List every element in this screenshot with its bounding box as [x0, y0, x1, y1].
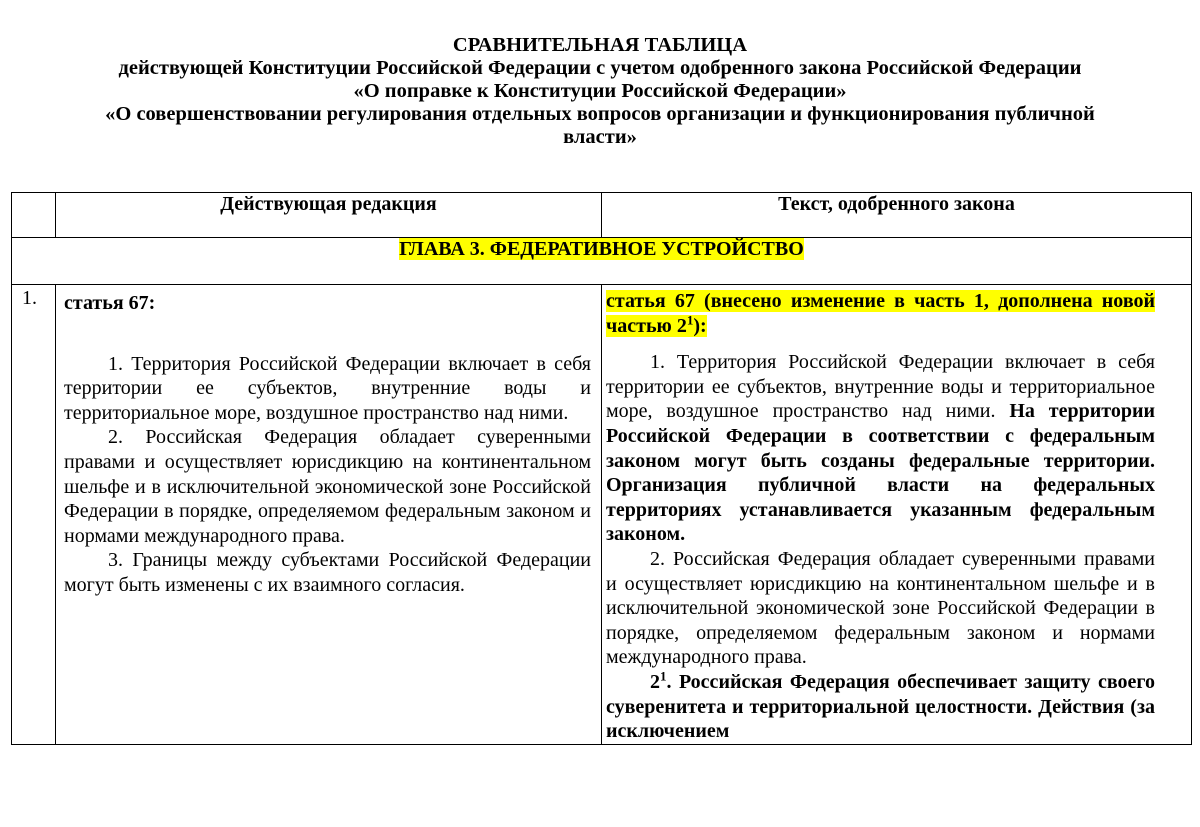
doc-title: СРАВНИТЕЛЬНАЯ ТАБЛИЦА	[452, 34, 748, 56]
doc-subtitle-line-3: «О совершенствовании регулирования отдельных вопросов организации и функционирования публичной	[105, 103, 1095, 125]
document-header	[0, 34, 1200, 149]
approved-paragraph-2: 2. Российская Федерация обладает суверенными правами и осуществляет юрисдикцию на континентальном шельфе и в исключительной экономической зоне Российской Федерации в порядке, определяемом федеральным законом и нормами международного права.	[606, 547, 1155, 669]
row-number: 1.	[12, 285, 56, 745]
table-header-row	[12, 193, 1192, 238]
current-paragraph-2: 2. Российская Федерация обладает суверенными правами и осуществляет юрисдикцию на континентальном шельфе и в исключительной экономической зоне Российской Федерации в порядке, определяемом федеральным законом и нормами международного права.	[64, 426, 591, 547]
comparison-table	[11, 192, 1192, 745]
approved-article-title: статья 67 (внесено изменение в часть 1, дополнена новой частью $2^1$):	[606, 290, 1155, 337]
table-row	[12, 285, 1192, 745]
approved-paragraph-1: 1. Территория Российской Федерации включает в себя территории ее субъектов, внутренние воды и территориальное море, воздушное пространство над ними. На территории Российской Федерации в соответствии с федеральным законом могут быть созданы федеральные территории. Организация публичной власти на федеральных территориях устанавливается указанным федеральным законом.	[606, 351, 1155, 546]
approved-paragraph-2-1: $2^1$. Российская Федерация обеспечивает защиту своего суверенитета и территориальной целостности. Действия (за исключением	[606, 668, 1155, 743]
current-article-title: статья 67:	[64, 292, 156, 314]
approved-text-cell	[602, 285, 1192, 745]
header-approved-text: Текст, одобренного закона	[602, 193, 1192, 238]
chapter-row	[12, 238, 1192, 285]
doc-subtitle-line-2: «О поправке к Конституции Российской Федерации»	[353, 80, 847, 102]
header-current-edition: Действующая редакция	[56, 193, 602, 238]
header-num-cell	[12, 193, 56, 238]
doc-subtitle-line-4: власти»	[563, 126, 637, 148]
chapter-cell	[12, 238, 1192, 285]
chapter-title: ГЛАВА 3. ФЕДЕРАТИВНОЕ УСТРОЙСТВО	[399, 238, 804, 260]
doc-subtitle-line-1: действующей Конституции Российской Федерации с учетом одобренного закона Российской Федерации	[118, 57, 1082, 79]
approved-paragraph-1-amendment: На территории Российской Федерации в соответствии с федеральным законом могут быть созданы федеральные территории. Организация публичной власти на федеральных территориях устанавливается указанным федеральным законом.	[606, 400, 1155, 546]
current-paragraph-1: 1. Территория Российской Федерации включает в себя территории ее субъектов, внутренние воды и территориальное море, воздушное пространство над ними.	[64, 352, 591, 424]
current-paragraph-3: 3. Границы между субъектами Российской Федерации могут быть изменены с их взаимного согласия.	[64, 549, 591, 596]
current-edition-cell	[56, 285, 602, 745]
